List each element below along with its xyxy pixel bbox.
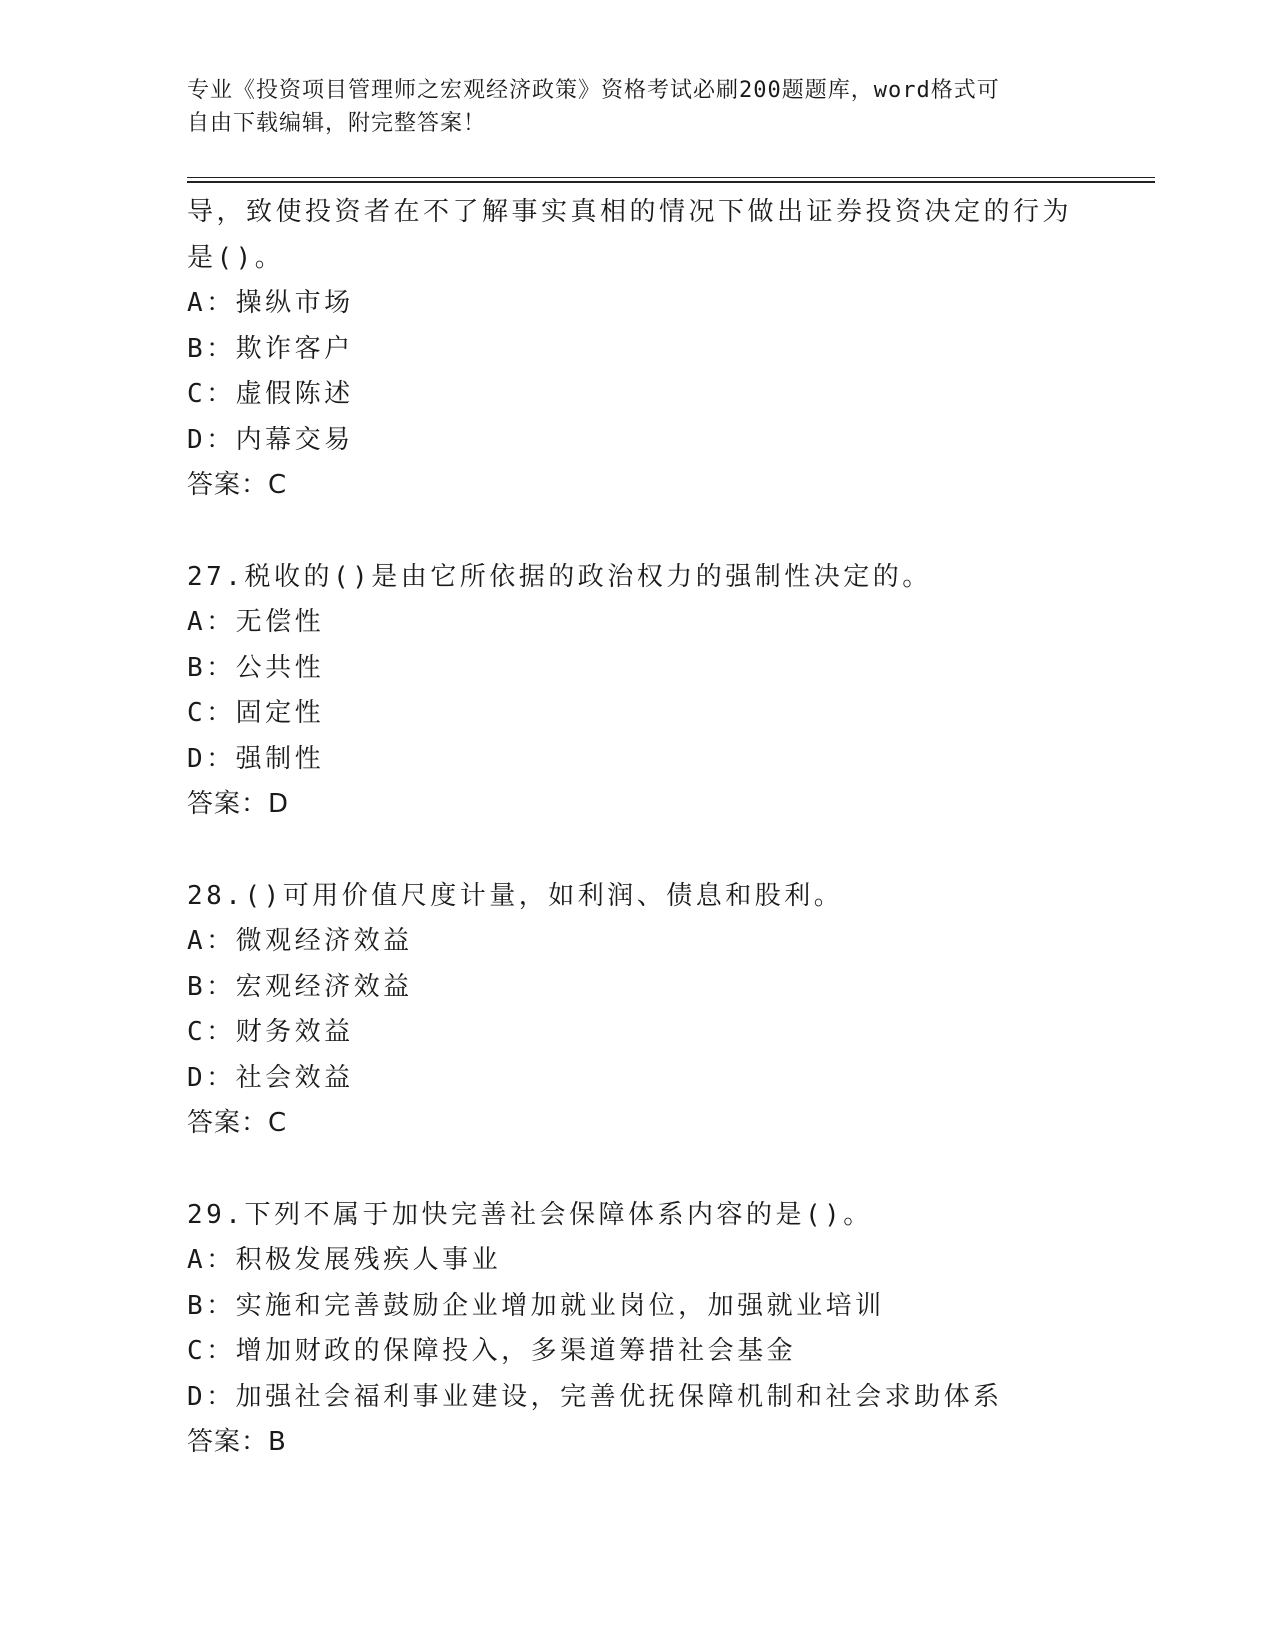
- spacer: [187, 1147, 1087, 1193]
- option-c: C：财务效益: [187, 1017, 354, 1047]
- question-stem: 28.()可用价值尺度计量，如利润、债息和股利。: [187, 880, 844, 911]
- option-c: C：增加财政的保障投入，多渠道筹措社会基金: [187, 1336, 797, 1366]
- option-d: D：社会效益: [187, 1062, 354, 1093]
- option-a: A：无偿性: [187, 607, 325, 637]
- header-line-1: 专业《投资项目管理师之宏观经济政策》资格考试必刷200题题库，word格式可: [187, 78, 1000, 103]
- option-a: A：操纵市场: [187, 288, 354, 318]
- spacer: [187, 828, 1087, 874]
- option-b: B：宏观经济效益: [187, 971, 413, 1002]
- option-b: B：公共性: [187, 652, 325, 683]
- option-d: D：内幕交易: [187, 424, 354, 455]
- question-block: [187, 1193, 1087, 1466]
- spacer: [187, 509, 1087, 555]
- answer-line: 答案：D: [187, 789, 290, 819]
- option-b: B：实施和完善鼓励企业增加就业岗位，加强就业培训: [187, 1290, 885, 1321]
- question-block: [187, 555, 1087, 828]
- header-line-2: 自由下载编辑，附完整答案！: [187, 111, 487, 136]
- question-stem: 导，致使投资者在不了解事实真相的情况下做出证券投资决定的行为: [187, 197, 1073, 227]
- question-stem: 27.税收的()是由它所依据的政治权力的强制性决定的。: [187, 561, 932, 592]
- option-d: D：强制性: [187, 743, 325, 774]
- option-a: A：微观经济效益: [187, 926, 413, 956]
- option-d: D：加强社会福利事业建设，完善优抚保障机制和社会求助体系: [187, 1381, 1003, 1412]
- option-a: A：积极发展残疾人事业: [187, 1245, 502, 1275]
- header-rule-thin: [187, 177, 1155, 178]
- option-b: B：欺诈客户: [187, 333, 354, 364]
- question-block: [187, 874, 1087, 1147]
- question-stem: 是()。: [187, 242, 285, 273]
- answer-line: 答案：C: [187, 470, 288, 500]
- option-c: C：固定性: [187, 698, 325, 728]
- question-block: [187, 190, 1087, 509]
- header-rule-thick: [187, 181, 1155, 183]
- answer-line: 答案：B: [187, 1427, 287, 1457]
- answer-line: 答案：C: [187, 1108, 288, 1138]
- option-c: C：虚假陈述: [187, 379, 354, 409]
- document-header: [187, 74, 1067, 140]
- question-stem: 29.下列不属于加快完善社会保障体系内容的是()。: [187, 1199, 873, 1230]
- question-list: [187, 190, 1087, 1466]
